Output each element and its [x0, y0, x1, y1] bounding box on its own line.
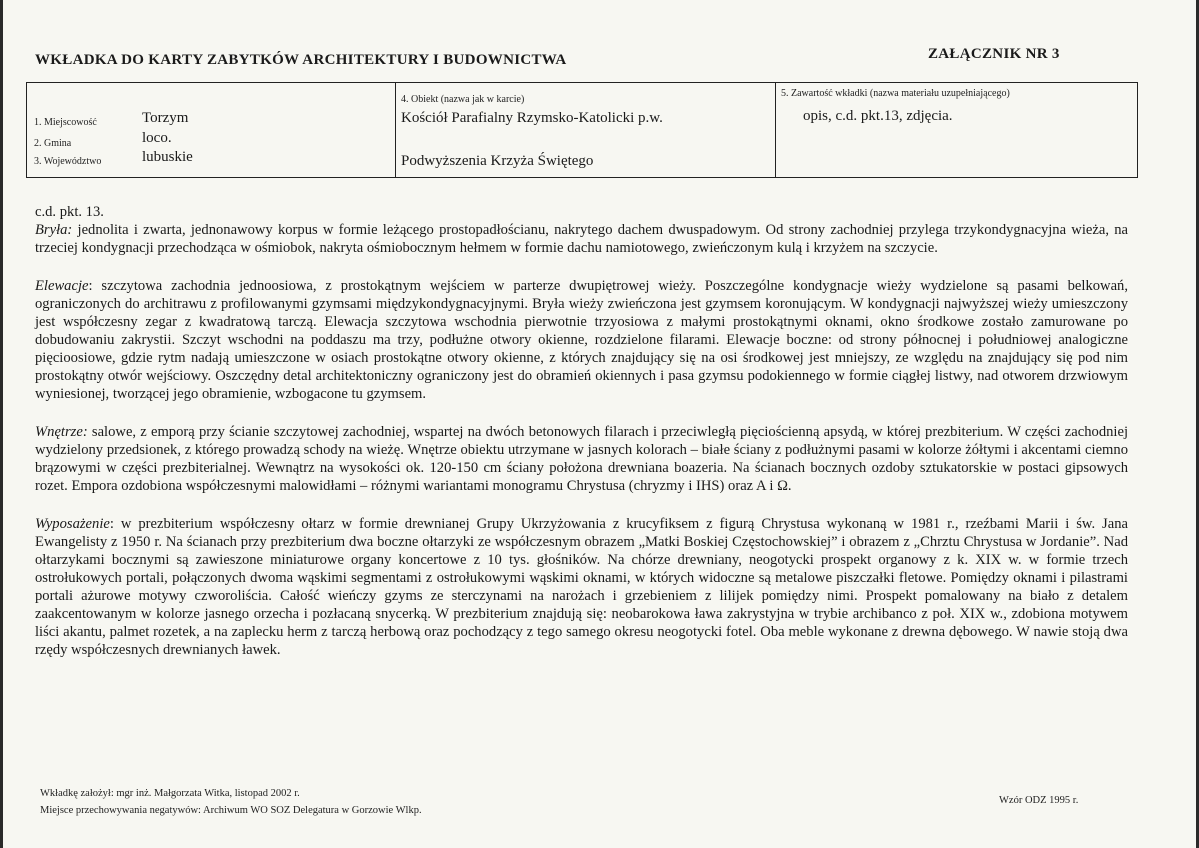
info-box: [26, 82, 1138, 178]
footer-archive: Miejsce przechowywania negatywów: Archiwum WO SOZ Delegatura w Gorzowie Wlkp.: [40, 805, 422, 816]
wnetrze-text: salowe, z emporą przy ścianie szczytowej zachodniej, wspartej na dwóch betonowych filarach i przeciwległą pięciościenną apsydą, w której prezbiterium. W części zachodniej wydzielony przedsionek, z którego prowadzą schody na wieżę. Wnętrze obiektu utrzymane w jasnych kolorach – białe ściany z podłużnymi pasami w kolorze żółtymi i akcentami ciemno brązowymi w części prezbiterialnej. Wewnątrz na wysokości ok. 120-150 cm ściany położona drewniana boazeria. Na ścianach bocznych ozdoby sztukatorskie w postaci gipsowych rozet. Empora ozdobiona współczesnymi malowidłami – różnymi wariantami monogramu Chrystusa (chryzmy i IHS) oraz A i Ω.: [35, 424, 1128, 494]
column-divider: [775, 83, 776, 177]
column-divider: [395, 83, 396, 177]
section-wyposazenie: [35, 515, 1128, 659]
section-bryla: [35, 221, 1128, 257]
gmina-label: 2. Gmina: [34, 138, 72, 149]
continuation-note: c.d. pkt. 13.: [35, 204, 104, 220]
elewacje-text: : szczytowa zachodnia jednoosiowa, z prostokątnym wejściem w parterze dwupiętrowej wieży. Poszczególne kondygnacje wieży wydzielone są pasami belkowań, ograniczonych do architrawu z profilowanymi gzymsami międzykondygnacyjnymi. Bryła wieży zwieńczona jest gzymsem koronującym. W kondygnacji najwyższej wieży umieszczony jest współczesny zegar z kwadratową tarczą. Elewacja szczytowa wschodnia pierwotnie trzyosiowa z małymi prostokątnymi oknami, okno środkowe zostało zamurowane po dobudowaniu zakrystii. Szczyt wschodni na poddaszu ma trzy, podłużne otwory okienne, rozdzielone filarami. Elewacje boczne: od strony północnej i południowej analogiczne pięcioosiowe, gdzie rytm nadają umieszczone w osiach prostokątne otwory okienne, z których znajdujący się na osi środkowej jest mniejszy, ze względu na znajdujący się pod nim prostokątny otwór wejściowy. Oszczędny detal architektoniczny ograniczony jest do obramień okiennych i pasa gzymsu podokiennego w formie ciągłej listwy, nad otworem drzwiowym wyniesionej, tworzącej jego obramienie, wzbogacone tu gzymsem.: [35, 278, 1128, 402]
obiekt-name-line1: Kościół Parafialny Rzymsko-Katolicki p.w.: [401, 110, 663, 126]
bryla-heading: Bryła:: [35, 222, 73, 238]
elewacje-heading: Elewacje: [35, 278, 89, 294]
zawartosc-label: 5. Zawartość wkładki (nazwa materiału uzupełniającego): [781, 88, 1010, 99]
wojewodztwo-label: 3. Województwo: [34, 156, 102, 167]
section-wnetrze: [35, 423, 1128, 495]
zawartosc-value: opis, c.d. pkt.13, zdjęcia.: [803, 108, 953, 124]
section-elewacje: [35, 277, 1128, 403]
gmina-value: loco.: [142, 130, 172, 146]
description-body: [35, 203, 1128, 679]
document-title: WKŁADKA DO KARTY ZABYTKÓW ARCHITEKTURY I BUDOWNICTWA: [35, 52, 567, 68]
wojewodztwo-value: lubuskie: [142, 149, 193, 165]
bryla-text: jednolita i zwarta, jednonawowy korpus w formie leżącego prostopadłościanu, nakrytego dachem dwuspadowym. Od strony zachodniej przylega trzykondygnacyjna wieża, na trzeciej kondygnacji przechodząca w ośmiobok, nakryta ośmiobocznym hełmem w formie dachu namiotowego, zwieńczonym kulą i krzyżem na szczycie.: [35, 222, 1128, 256]
wnetrze-heading: Wnętrze:: [35, 424, 88, 440]
miejscowosc-label: 1. Miejscowość: [34, 117, 97, 128]
obiekt-label: 4. Obiekt (nazwa jak w karcie): [401, 94, 525, 105]
obiekt-name-line2: Podwyższenia Krzyża Świętego: [401, 153, 594, 169]
footer-author: Wkładkę założył: mgr inż. Małgorzata Witka, listopad 2002 r.: [40, 788, 300, 799]
miejscowosc-value: Torzym: [142, 110, 189, 126]
footer-form-template: Wzór ODZ 1995 r.: [999, 795, 1079, 806]
wyposazenie-text: : w prezbiterium współczesny ołtarz w formie drewnianej Grupy Ukrzyżowania z krucyfiksem z figurą Chrystusa wykonaną w 1981 r., rzeźbami Marii i św. Jana Ewangelisty z 1950 r. Na ścianach przy prezbiterium dwa boczne ołtarzyki ze współczesnym obrazem „Matki Boskiej Częstochowskiej” i obrazem z „Chrztu Chrystusa w Jordanie”. Nad ołtarzykami bocznymi są zawieszone miniaturowe organy koncertowe z 10 tys. głośników. Na chórze drewniany, neogotycki prospekt organowy z k. XIX w. w formie trzech ostrołukowych portali, połączonych dwoma wąskimi segmentami z ostrołukowymi wąskimi oknami, w których widoczne są metalowe piszczałki fletowe. Pomiędzy oknami i pilastrami portali ażurowe motywy czworoliścia. Całość wieńczy gzyms ze sterczynami na narożach i grzebieniem z lilijek pomiędzy nimi. Prospekt pomalowany na biało z detalem zaakcentowanym w kolorze jasnego orzecha i pozłacaną snycerką. W prezbiterium znajdują się: neobarokowa ława zakrystyjna w trybie archibanco z poł. XIX w., zdobiona motywem liści akantu, palmet rozetek, a na zaplecku herm z tarczą herbową oraz pochodzący z tego samego okresu neogotycki fotel. Oba meble wykonane z drewna dębowego. W nawie stoją dwa rzędy współczesnych drewnianych ławek.: [35, 516, 1128, 658]
annex-number: ZAŁĄCZNIK NR 3: [928, 46, 1060, 62]
wyposazenie-heading: Wyposażenie: [35, 516, 110, 532]
